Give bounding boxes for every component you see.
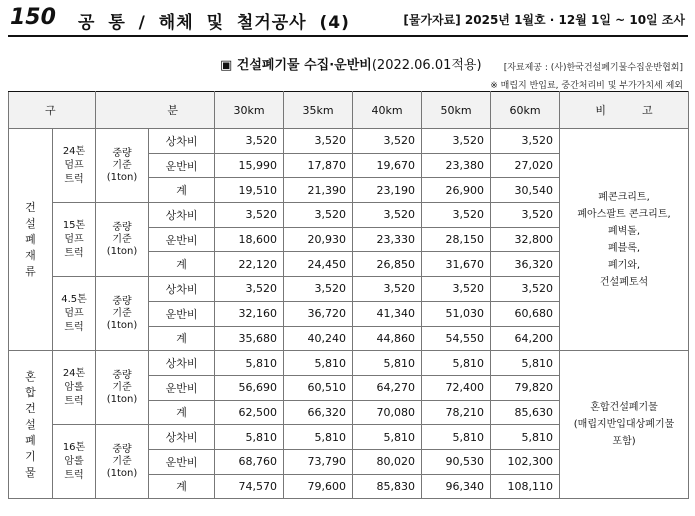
- vehicle-line: 트럭: [64, 247, 84, 259]
- vehicle-line: 덤프: [64, 233, 84, 245]
- category-char: 건: [25, 401, 36, 415]
- price-cell: 60,510: [284, 375, 353, 400]
- price-cell: 44,860: [353, 326, 422, 351]
- vehicle-line: 덤프: [64, 307, 84, 319]
- cost-type-cell: 계: [149, 252, 215, 277]
- basis-line: (1ton): [106, 319, 138, 331]
- category-char: 기: [25, 449, 36, 463]
- price-cell: 68,760: [215, 449, 284, 474]
- price-cell: 3,520: [215, 203, 284, 228]
- basis-line: (1ton): [106, 171, 138, 183]
- cost-type-cell: 운반비: [149, 301, 215, 326]
- basis-line: (1ton): [106, 393, 138, 405]
- section-title: [220, 54, 482, 73]
- basis-line: 기준: [112, 307, 132, 319]
- price-cell: 23,380: [422, 153, 491, 178]
- header-bun: 분: [96, 92, 215, 129]
- page-header: [0, 0, 695, 36]
- price-cell: 40,240: [284, 326, 353, 351]
- basis-line: 중량: [112, 443, 132, 455]
- price-cell: 5,810: [215, 425, 284, 450]
- price-cell: 66,320: [284, 400, 353, 425]
- vehicle-line: 24톤: [62, 367, 86, 379]
- category-char: 재: [25, 248, 36, 262]
- header-distance: 30km: [215, 92, 284, 129]
- basis-line: 중량: [112, 369, 132, 381]
- price-cell: 85,630: [491, 400, 560, 425]
- vehicle-line: 24톤: [62, 145, 86, 157]
- price-cell: 5,810: [491, 425, 560, 450]
- data-source: [자료제공 : (사)한국건설폐기물수집운반협회]: [503, 63, 683, 73]
- vehicle-line: 덤프: [64, 159, 84, 171]
- vehicle-line: 4.5톤: [61, 293, 87, 305]
- page-title: 공 통 / 해체 및 철거공사 (4): [78, 13, 350, 33]
- remark-line: 폐아스팔트 콘크리트,: [577, 208, 671, 220]
- price-cell: 5,810: [422, 351, 491, 376]
- category-char: 합: [25, 385, 36, 399]
- price-cell: 62,500: [215, 400, 284, 425]
- price-cell: 5,810: [215, 351, 284, 376]
- effective-date: (2022.06.01적용): [371, 58, 482, 73]
- vehicle-line: 트럭: [64, 173, 84, 185]
- price-cell: 32,800: [491, 227, 560, 252]
- price-cell: 26,900: [422, 178, 491, 203]
- remark-line: 폐기와,: [607, 259, 641, 271]
- price-cell: 18,600: [215, 227, 284, 252]
- price-cell: 60,680: [491, 301, 560, 326]
- price-cell: 20,930: [284, 227, 353, 252]
- remark-line: 폐콘크리트,: [598, 191, 650, 203]
- price-cell: 54,550: [422, 326, 491, 351]
- price-cell: 3,520: [353, 203, 422, 228]
- price-cell: 5,810: [422, 425, 491, 450]
- price-cell: 64,270: [353, 375, 422, 400]
- category-cell: [9, 129, 53, 351]
- price-cell: 27,020: [491, 153, 560, 178]
- price-cell: 31,670: [422, 252, 491, 277]
- price-cell: 102,300: [491, 449, 560, 474]
- price-cell: 24,450: [284, 252, 353, 277]
- vehicle-line: 트럭: [64, 469, 84, 481]
- price-cell: 5,810: [353, 351, 422, 376]
- category-char: 물: [25, 465, 36, 479]
- price-cell: 3,520: [284, 203, 353, 228]
- section-title-text: ▣ 건설폐기물 수집·운반비: [220, 58, 372, 73]
- publication-meta: [물가자료] 2025년 1월호 · 12월 1일 ~ 10일 조사: [403, 13, 685, 27]
- cost-type-cell: 계: [149, 178, 215, 203]
- price-cell: 3,520: [353, 277, 422, 302]
- cost-type-cell: 상차비: [149, 425, 215, 450]
- category-char: 설: [25, 417, 36, 431]
- price-cell: 3,520: [284, 277, 353, 302]
- price-cell: 23,190: [353, 178, 422, 203]
- basis-cell: [96, 425, 149, 499]
- page-number: 150: [10, 5, 56, 30]
- price-cell: 3,520: [215, 277, 284, 302]
- basis-line: 기준: [112, 159, 132, 171]
- vehicle-line: 트럭: [64, 321, 84, 333]
- price-cell: 80,020: [353, 449, 422, 474]
- price-table: [8, 91, 689, 499]
- cost-type-cell: 상차비: [149, 277, 215, 302]
- price-cell: 78,210: [422, 400, 491, 425]
- table-header-row: [9, 92, 689, 129]
- price-cell: 79,820: [491, 375, 560, 400]
- category-char: 설: [25, 216, 36, 230]
- price-cell: 3,520: [491, 129, 560, 154]
- price-cell: 3,520: [422, 129, 491, 154]
- price-cell: 19,670: [353, 153, 422, 178]
- price-cell: 96,340: [422, 474, 491, 499]
- price-cell: 70,080: [353, 400, 422, 425]
- vehicle-cell: [53, 425, 96, 499]
- header-distance: 40km: [353, 92, 422, 129]
- basis-line: 기준: [112, 381, 132, 393]
- vehicle-line: 암롤: [64, 455, 84, 467]
- header-distance: 60km: [491, 92, 560, 129]
- price-cell: 21,390: [284, 178, 353, 203]
- cost-type-cell: 상차비: [149, 129, 215, 154]
- category-char: 건: [25, 200, 36, 214]
- vehicle-line: 15톤: [62, 219, 86, 231]
- price-cell: 5,810: [491, 351, 560, 376]
- price-cell: 19,510: [215, 178, 284, 203]
- price-cell: 64,200: [491, 326, 560, 351]
- price-cell: 5,810: [284, 425, 353, 450]
- cost-type-cell: 운반비: [149, 449, 215, 474]
- basis-cell: [96, 351, 149, 425]
- vehicle-line: 암롤: [64, 381, 84, 393]
- remark-line: 폐벽돌,: [607, 225, 641, 237]
- category-char: 류: [25, 264, 36, 278]
- price-cell: 30,540: [491, 178, 560, 203]
- price-cell: 73,790: [284, 449, 353, 474]
- price-cell: 108,110: [491, 474, 560, 499]
- price-cell: 35,680: [215, 326, 284, 351]
- price-cell: 3,520: [422, 203, 491, 228]
- header-remarks-right: 고: [642, 104, 653, 117]
- price-cell: 3,520: [215, 129, 284, 154]
- basis-line: 중량: [112, 295, 132, 307]
- basis-line: (1ton): [106, 245, 138, 257]
- price-cell: 22,120: [215, 252, 284, 277]
- remarks-cell: [560, 129, 689, 351]
- price-cell: 23,330: [353, 227, 422, 252]
- price-cell: 3,520: [353, 129, 422, 154]
- price-cell: 17,870: [284, 153, 353, 178]
- remark-line: (매립지반입대상폐기물: [573, 419, 675, 431]
- price-cell: 32,160: [215, 301, 284, 326]
- header-rule: [8, 35, 688, 37]
- exclusion-note: ※ 매립지 반입료, 중간처리비 및 부가가치세 제외: [490, 81, 683, 91]
- price-cell: 90,530: [422, 449, 491, 474]
- cost-type-cell: 계: [149, 474, 215, 499]
- price-cell: 74,570: [215, 474, 284, 499]
- basis-line: 중량: [112, 147, 132, 159]
- price-cell: 3,520: [422, 277, 491, 302]
- basis-cell: [96, 203, 149, 277]
- cost-type-cell: 계: [149, 400, 215, 425]
- table-row: [9, 351, 689, 376]
- price-cell: 3,520: [491, 277, 560, 302]
- basis-line: 기준: [112, 455, 132, 467]
- table-body: [9, 129, 689, 499]
- price-cell: 41,340: [353, 301, 422, 326]
- price-cell: 79,600: [284, 474, 353, 499]
- header-remarks-left: 비: [595, 104, 607, 117]
- price-cell: 3,520: [284, 129, 353, 154]
- vehicle-line: 트럭: [64, 395, 84, 407]
- price-cell: 36,720: [284, 301, 353, 326]
- price-cell: 15,990: [215, 153, 284, 178]
- price-cell: 85,830: [353, 474, 422, 499]
- basis-line: 기준: [112, 233, 132, 245]
- price-cell: 51,030: [422, 301, 491, 326]
- price-cell: 36,320: [491, 252, 560, 277]
- price-cell: 5,810: [353, 425, 422, 450]
- vehicle-line: 16톤: [62, 441, 86, 453]
- header-distance: 35km: [284, 92, 353, 129]
- price-cell: 56,690: [215, 375, 284, 400]
- vehicle-cell: [53, 277, 96, 351]
- basis-line: 중량: [112, 221, 132, 233]
- vehicle-cell: [53, 203, 96, 277]
- price-cell: 5,810: [284, 351, 353, 376]
- price-cell: 26,850: [353, 252, 422, 277]
- cost-type-cell: 상차비: [149, 351, 215, 376]
- basis-cell: [96, 129, 149, 203]
- basis-cell: [96, 277, 149, 351]
- vehicle-cell: [53, 351, 96, 425]
- remark-line: 포함): [612, 436, 636, 448]
- price-cell: 72,400: [422, 375, 491, 400]
- remarks-cell: [560, 351, 689, 499]
- vehicle-cell: [53, 129, 96, 203]
- header-gu: 구: [9, 92, 96, 129]
- remark-line: 건설폐토석: [599, 276, 649, 288]
- category-char: 폐: [25, 433, 36, 447]
- cost-type-cell: 계: [149, 326, 215, 351]
- basis-line: (1ton): [106, 467, 138, 479]
- price-cell: 28,150: [422, 227, 491, 252]
- cost-type-cell: 운반비: [149, 227, 215, 252]
- table-row: [9, 129, 689, 154]
- category-cell: [9, 351, 53, 499]
- cost-type-cell: 운반비: [149, 153, 215, 178]
- category-char: 혼: [25, 369, 36, 383]
- header-remarks: [560, 92, 689, 129]
- remark-line: 혼합건설폐기물: [590, 402, 658, 414]
- category-char: 폐: [25, 232, 36, 246]
- price-cell: 3,520: [491, 203, 560, 228]
- cost-type-cell: 운반비: [149, 375, 215, 400]
- cost-type-cell: 상차비: [149, 203, 215, 228]
- header-distance: 50km: [422, 92, 491, 129]
- remark-line: 폐블록,: [607, 242, 641, 254]
